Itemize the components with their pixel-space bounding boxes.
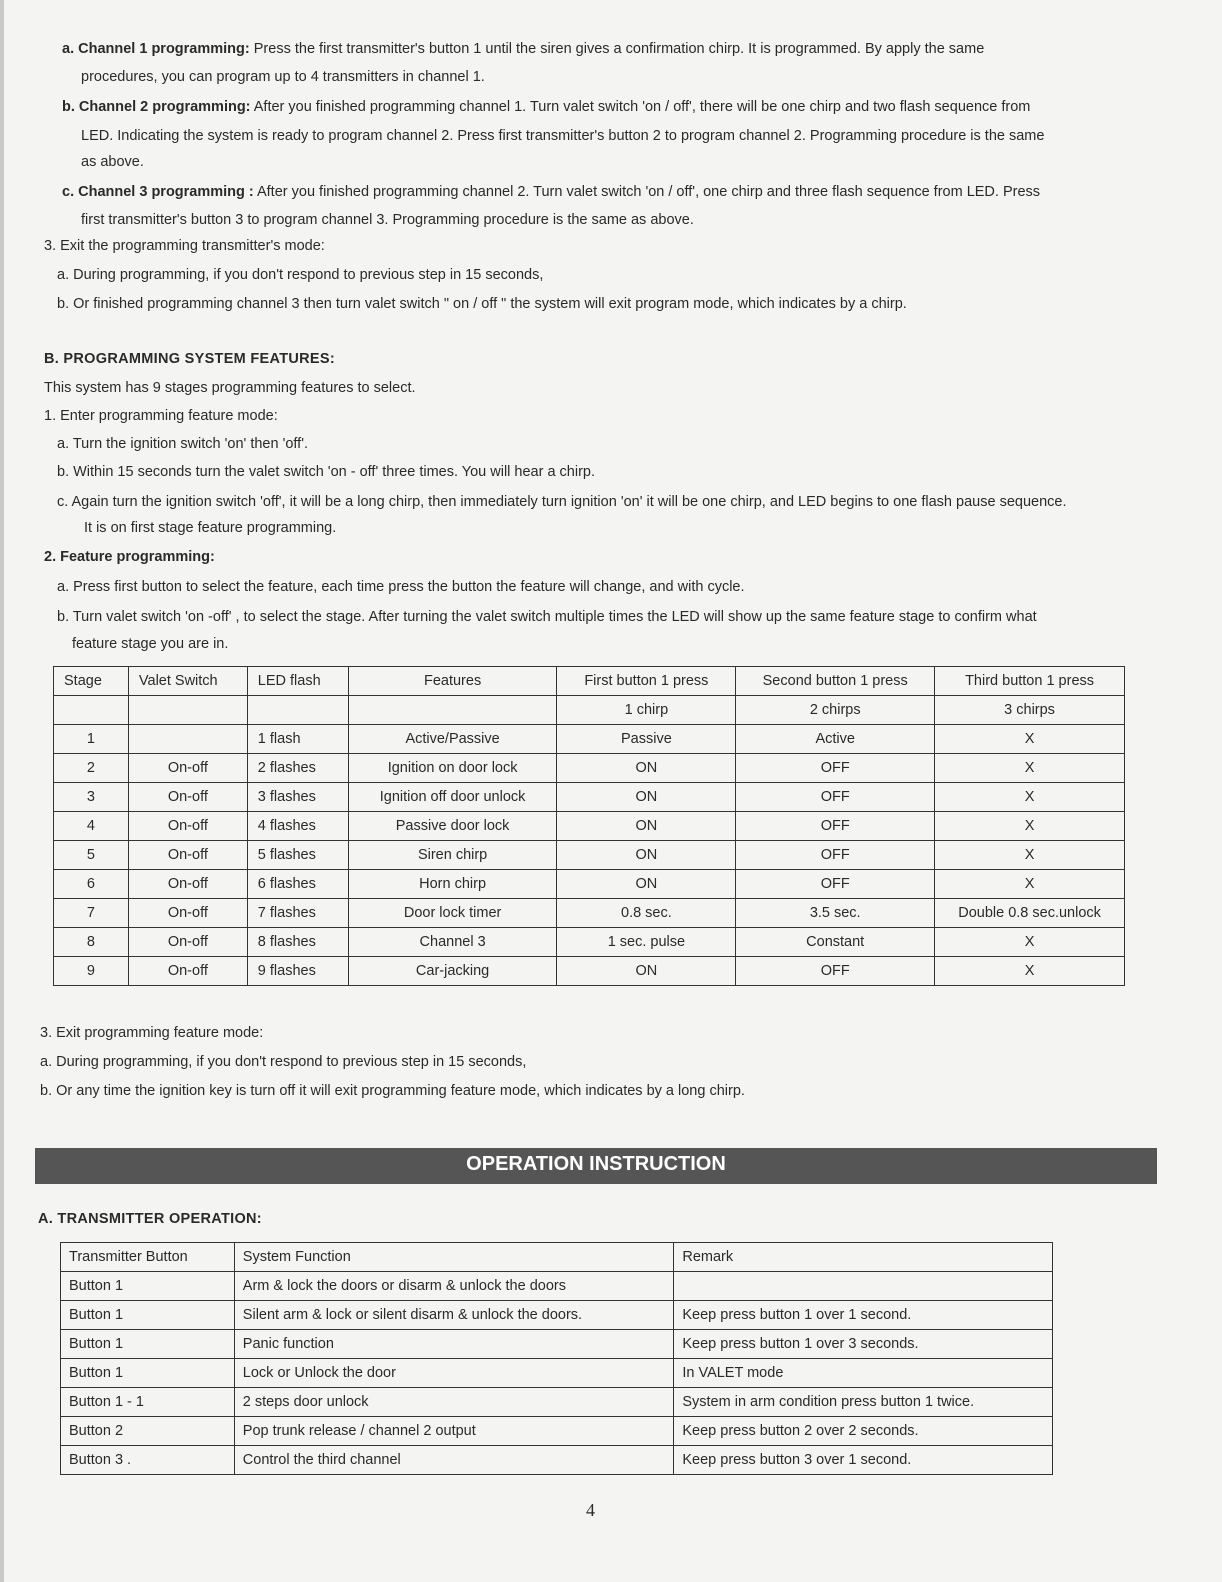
operation-instruction-banner: OPERATION INSTRUCTION <box>35 1148 1157 1184</box>
table-cell: 1 sec. pulse <box>557 928 736 957</box>
table-cell: ON <box>557 870 736 899</box>
header-valet-switch: Valet Switch <box>128 667 247 696</box>
table-cell: OFF <box>736 754 935 783</box>
table-row <box>54 783 1125 812</box>
table-row <box>61 1359 1053 1388</box>
header-first-button: First button 1 press <box>557 667 736 696</box>
header-features: Features <box>348 667 557 696</box>
table-cell: 4 flashes <box>247 812 348 841</box>
table-cell: 7 flashes <box>247 899 348 928</box>
table-cell: X <box>935 783 1125 812</box>
table-cell: 9 <box>54 957 129 986</box>
table-cell: Button 1 <box>61 1301 235 1330</box>
header-remark: Remark <box>674 1243 1053 1272</box>
table-cell: Door lock timer <box>348 899 557 928</box>
feature-title: 2. Feature programming: <box>44 549 215 565</box>
ch2-line2: LED. Indicating the system is ready to program channel 2. Press first transmitter's button 2 to program channel 2. Programming procedure is the same <box>81 128 1045 144</box>
table-cell: ON <box>557 812 736 841</box>
table-cell: Channel 3 <box>348 928 557 957</box>
table-cell: X <box>935 928 1125 957</box>
enter-c1: c. Again turn the ignition switch 'off', it will be a long chirp, then immediately turn ignition 'on' it will be one chirp, and LED begins to one flash pause sequence. <box>57 494 1067 510</box>
table-cell: ON <box>557 754 736 783</box>
table-cell: OFF <box>736 957 935 986</box>
table-cell: Button 1 <box>61 1359 235 1388</box>
table-row <box>54 754 1125 783</box>
enter-c2: It is on first stage feature programming. <box>84 520 337 536</box>
feature-b1: b. Turn valet switch 'on -off' , to select the stage. After turning the valet switch multiple times the LED will show up the same feature stage to confirm what <box>57 609 1037 625</box>
feature-header-row <box>54 667 1125 696</box>
subheader-cell: 3 chirps <box>935 696 1125 725</box>
table-cell: Constant <box>736 928 935 957</box>
table-row <box>61 1272 1053 1301</box>
table-cell: 3 <box>54 783 129 812</box>
feature-b2: feature stage you are in. <box>72 636 229 652</box>
table-row <box>54 841 1125 870</box>
exit-feature-title: 3. Exit programming feature mode: <box>40 1025 264 1041</box>
table-cell: Ignition on door lock <box>348 754 557 783</box>
subheader-cell <box>348 696 557 725</box>
table-cell: X <box>935 754 1125 783</box>
table-cell: X <box>935 841 1125 870</box>
table-row <box>61 1301 1053 1330</box>
table-cell: Pop trunk release / channel 2 output <box>234 1417 674 1446</box>
table-cell: ON <box>557 957 736 986</box>
table-row <box>61 1446 1053 1475</box>
ch3-line2: first transmitter's button 3 to program channel 3. Programming procedure is the same as above. <box>81 212 694 228</box>
table-cell: X <box>935 957 1125 986</box>
table-cell: X <box>935 725 1125 754</box>
table-cell: 2 <box>54 754 129 783</box>
table-cell: Keep press button 3 over 1 second. <box>674 1446 1053 1475</box>
header-led-flash: LED flash <box>247 667 348 696</box>
table-cell: Keep press button 1 over 1 second. <box>674 1301 1053 1330</box>
table-cell: On-off <box>128 754 247 783</box>
table-cell: On-off <box>128 841 247 870</box>
table-cell: X <box>935 812 1125 841</box>
ch1-line2: procedures, you can program up to 4 transmitters in channel 1. <box>81 69 485 85</box>
table-row <box>54 928 1125 957</box>
table-cell: OFF <box>736 870 935 899</box>
table-cell: Button 1 - 1 <box>61 1388 235 1417</box>
header-stage: Stage <box>54 667 129 696</box>
table-cell: Arm & lock the doors or disarm & unlock the doors <box>234 1272 674 1301</box>
header-second-button: Second button 1 press <box>736 667 935 696</box>
ch3-line1: c. Channel 3 programming : After you finished programming channel 2. Turn valet switch 'on / off', one chirp and three flash sequence from LED. Press <box>62 184 1041 200</box>
table-cell: Horn chirp <box>348 870 557 899</box>
table-cell: On-off <box>128 783 247 812</box>
transmitter-table <box>60 1242 1053 1475</box>
header-third-button: Third button 1 press <box>935 667 1125 696</box>
table-row <box>61 1330 1053 1359</box>
table-row <box>54 899 1125 928</box>
subheader-cell: 1 chirp <box>557 696 736 725</box>
table-cell: Panic function <box>234 1330 674 1359</box>
table-cell: Passive door lock <box>348 812 557 841</box>
exit-transmitter-b: b. Or finished programming channel 3 then turn valet switch " on / off " the system will exit program mode, which indicates by a chirp. <box>57 296 907 312</box>
feature-table <box>53 666 1125 986</box>
enter-title: 1. Enter programming feature mode: <box>44 408 278 424</box>
enter-a: a. Turn the ignition switch 'on' then 'off'. <box>57 436 309 452</box>
table-cell: On-off <box>128 870 247 899</box>
ch2-line1: b. Channel 2 programming: After you finished programming channel 1. Turn valet switch 'on / off', there will be one chirp and two flash sequence from <box>62 99 1031 115</box>
table-cell: In VALET mode <box>674 1359 1053 1388</box>
table-cell: Button 1 <box>61 1330 235 1359</box>
table-cell: 9 flashes <box>247 957 348 986</box>
table-cell: 1 <box>54 725 129 754</box>
transmitter-header-row <box>61 1243 1053 1272</box>
transmitter-heading: A. TRANSMITTER OPERATION: <box>38 1211 262 1227</box>
table-cell: 1 flash <box>247 725 348 754</box>
ch2-line3: as above. <box>81 154 144 170</box>
table-row <box>61 1417 1053 1446</box>
table-cell: 4 <box>54 812 129 841</box>
exit-transmitter-title: 3. Exit the programming transmitter's mode: <box>44 238 325 254</box>
table-cell: Double 0.8 sec.unlock <box>935 899 1125 928</box>
exit-transmitter-a: a. During programming, if you don't respond to previous step in 15 seconds, <box>57 267 544 283</box>
header-system-function: System Function <box>234 1243 674 1272</box>
table-cell <box>128 725 247 754</box>
table-cell: Keep press button 2 over 2 seconds. <box>674 1417 1053 1446</box>
table-cell: Passive <box>557 725 736 754</box>
table-cell: Button 3 . <box>61 1446 235 1475</box>
table-cell: Button 2 <box>61 1417 235 1446</box>
table-cell: Active <box>736 725 935 754</box>
table-cell: Siren chirp <box>348 841 557 870</box>
subheader-cell <box>54 696 129 725</box>
table-cell: Ignition off door unlock <box>348 783 557 812</box>
table-cell: 8 flashes <box>247 928 348 957</box>
exit-feature-a: a. During programming, if you don't respond to previous step in 15 seconds, <box>40 1054 527 1070</box>
subheader-cell <box>247 696 348 725</box>
feature-subheader-row <box>54 696 1125 725</box>
table-cell: ON <box>557 783 736 812</box>
table-cell: OFF <box>736 841 935 870</box>
table-cell: X <box>935 870 1125 899</box>
table-cell: 6 flashes <box>247 870 348 899</box>
table-row <box>61 1388 1053 1417</box>
table-cell: 2 flashes <box>247 754 348 783</box>
ch1-line1: a. Channel 1 programming: Press the first transmitter's button 1 until the siren gives a confirmation chirp. It is programmed. By apply the same <box>62 41 985 57</box>
header-transmitter-button: Transmitter Button <box>61 1243 235 1272</box>
table-cell: On-off <box>128 899 247 928</box>
table-cell: ON <box>557 841 736 870</box>
subheader-cell <box>128 696 247 725</box>
table-cell: 8 <box>54 928 129 957</box>
table-cell: Car-jacking <box>348 957 557 986</box>
table-cell: Active/Passive <box>348 725 557 754</box>
table-cell: On-off <box>128 812 247 841</box>
table-cell: System in arm condition press button 1 twice. <box>674 1388 1053 1417</box>
page-number: 4 <box>586 1500 595 1520</box>
table-cell: OFF <box>736 783 935 812</box>
table-cell: 3 flashes <box>247 783 348 812</box>
table-cell: OFF <box>736 812 935 841</box>
table-cell: 2 steps door unlock <box>234 1388 674 1417</box>
table-cell: Button 1 <box>61 1272 235 1301</box>
table-row <box>54 812 1125 841</box>
table-cell: Keep press button 1 over 3 seconds. <box>674 1330 1053 1359</box>
table-cell: 5 <box>54 841 129 870</box>
table-row <box>54 725 1125 754</box>
table-row <box>54 957 1125 986</box>
enter-b: b. Within 15 seconds turn the valet switch 'on - off' three times. You will hear a chirp. <box>57 464 596 480</box>
table-row <box>54 870 1125 899</box>
subheader-cell: 2 chirps <box>736 696 935 725</box>
table-cell: 7 <box>54 899 129 928</box>
table-cell: On-off <box>128 957 247 986</box>
table-cell: 3.5 sec. <box>736 899 935 928</box>
table-cell: Lock or Unlock the door <box>234 1359 674 1388</box>
table-cell: 0.8 sec. <box>557 899 736 928</box>
table-cell: 5 flashes <box>247 841 348 870</box>
section-b-intro: This system has 9 stages programming features to select. <box>44 380 416 396</box>
feature-a: a. Press first button to select the feature, each time press the button the feature will change, and with cycle. <box>57 579 745 595</box>
table-cell: Control the third channel <box>234 1446 674 1475</box>
table-cell: 6 <box>54 870 129 899</box>
page-edge <box>0 0 4 1582</box>
exit-feature-b: b. Or any time the ignition key is turn off it will exit programming feature mode, which indicates by a long chirp. <box>40 1083 745 1099</box>
table-cell <box>674 1272 1053 1301</box>
table-cell: Silent arm & lock or silent disarm & unlock the doors. <box>234 1301 674 1330</box>
section-b-heading: B. PROGRAMMING SYSTEM FEATURES: <box>44 351 335 367</box>
table-cell: On-off <box>128 928 247 957</box>
